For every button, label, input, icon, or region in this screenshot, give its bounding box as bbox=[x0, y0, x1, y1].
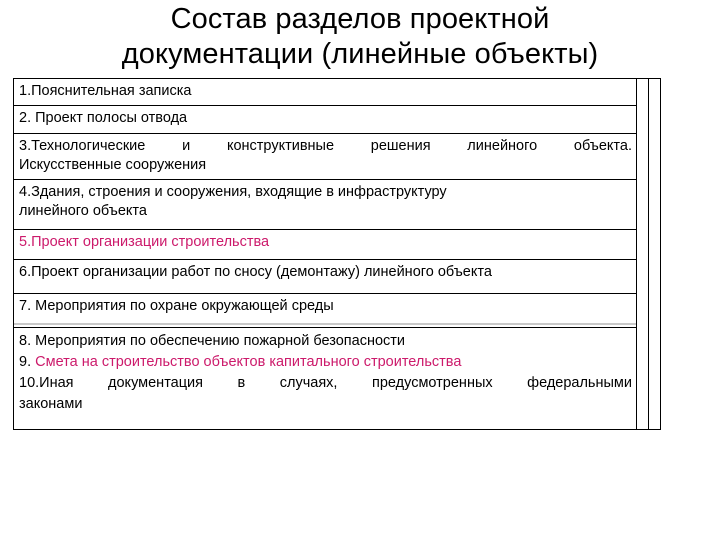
section-9-number: 9. bbox=[19, 354, 36, 370]
section-2-label: 2. Проект полосы отвода bbox=[19, 110, 188, 126]
section-9-highlight: Смета на строительство объектов капитального строительства bbox=[35, 354, 462, 370]
section-6-label: 6.Проект организации работ по сносу (демонтажу) линейного объекта bbox=[19, 264, 492, 280]
table-row bbox=[14, 179, 636, 229]
title-line-1: Состав разделов проектной bbox=[170, 3, 550, 35]
section-7-label: 7. Мероприятия по охране окружающей среды bbox=[19, 298, 334, 314]
section-4-label-line-1: 4.Здания, строения и сооружения, входящие в инфраструктуру bbox=[19, 184, 447, 200]
table-row bbox=[14, 259, 636, 293]
table-row bbox=[14, 79, 636, 105]
section-10-label-line-1: 10.Иная документация в случаях, предусмотренных федеральными bbox=[19, 375, 632, 391]
section-9-label bbox=[19, 352, 632, 373]
table-row bbox=[14, 293, 636, 327]
section-10-label-line-2: законами bbox=[19, 396, 83, 412]
section-3-label-line-2: Искусственные сооружения bbox=[19, 157, 207, 173]
table-column-divider bbox=[636, 79, 637, 429]
table-column-divider bbox=[648, 79, 649, 429]
section-5-label: 5.Проект организации строительства bbox=[19, 234, 270, 250]
section-4-label-line-2: линейного объекта bbox=[19, 203, 147, 219]
sections-table bbox=[13, 78, 661, 430]
table-row bbox=[14, 229, 636, 259]
section-8-label: 8. Мероприятия по обеспечению пожарной безопасности bbox=[19, 333, 406, 349]
section-3-label-line-1: 3.Технологические и конструктивные решения линейного объекта. bbox=[19, 138, 632, 154]
table-row bbox=[14, 133, 636, 179]
table-row bbox=[14, 105, 636, 133]
title-line-2: документации (линейные объекты) bbox=[121, 38, 599, 70]
row-shadow bbox=[14, 323, 636, 325]
slide-title bbox=[0, 2, 720, 72]
section-1-label: 1.Пояснительная записка bbox=[19, 83, 192, 99]
table-row bbox=[14, 327, 636, 429]
